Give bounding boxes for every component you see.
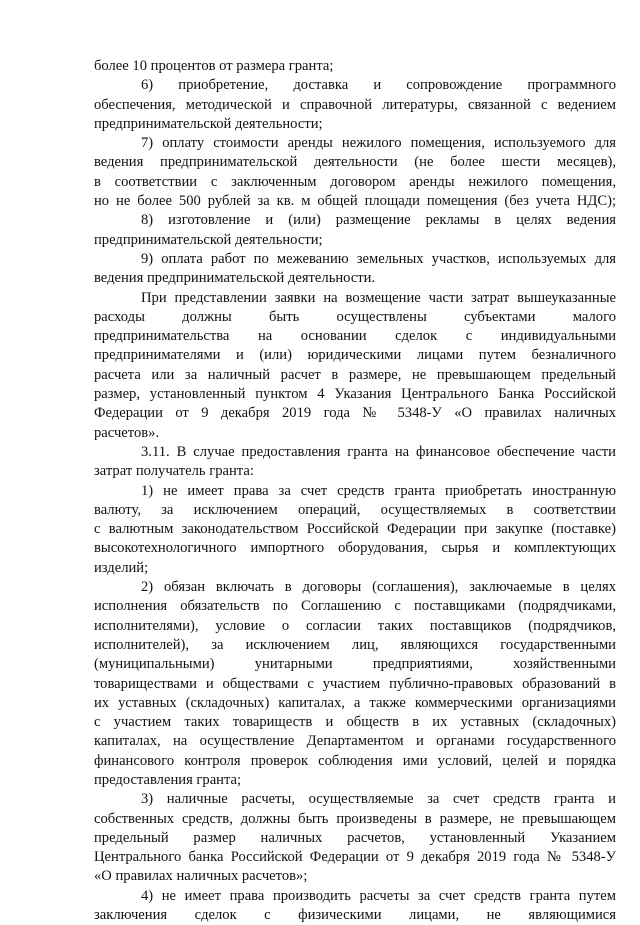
text-line: расчетов». bbox=[94, 424, 160, 441]
text-line: 3) наличные расчеты, осуществляемые за счет средств гранта и bbox=[141, 791, 616, 808]
text-line: товариществами и обществами с участием публично-правовых образований в bbox=[94, 675, 616, 692]
text-line: собственных средств, должны быть произведены в размере, не превышающем bbox=[94, 810, 616, 827]
text-line: предоставления гранта; bbox=[94, 771, 242, 788]
text-line: финансового контроля проверок соблюдения ими условий, целей и порядка bbox=[94, 752, 616, 769]
text-line: предпринимательской деятельности; bbox=[94, 115, 323, 132]
text-line: 9) оплата работ по межеванию земельных участков, используемых для bbox=[141, 250, 616, 267]
text-line: предельный размер наличных расчетов, установленный Указанием bbox=[94, 829, 616, 846]
text-line: При представлении заявки на возмещение части затрат вышеуказанные bbox=[141, 289, 616, 306]
text-line: более 10 процентов от размера гранта; bbox=[94, 58, 334, 74]
text-line: но не более 500 рублей за кв. м общей площади помещения (без учета НДС); bbox=[94, 193, 616, 210]
text-line: исполнителями), условие о согласии таких поставщиков (подрядчиков, bbox=[94, 617, 616, 634]
text-line: (муниципальными) унитарными предприятиями, хозяйственными bbox=[94, 656, 616, 673]
text-line: размер, установленный пунктом 4 Указания Центрального Банка Российской bbox=[94, 386, 616, 403]
text-line: расходы должны быть осуществлены субъектами малого bbox=[94, 308, 616, 325]
text-line: изделий; bbox=[94, 559, 149, 576]
text-line: Центрального банка Российской Федерации от 9 декабря 2019 года № 5348-У bbox=[94, 849, 616, 866]
text-line: исполнения обязательств по Соглашению с поставщиками (подрядчиками, bbox=[94, 598, 616, 615]
text-line: 4) не имеет права производить расчеты за счет средств гранта путем bbox=[141, 887, 616, 904]
text-line: 3.11. В случае предоставления гранта на финансовое обеспечение части bbox=[141, 443, 616, 460]
text-line: валюту, за исключением операций, осуществляемых в соответствии bbox=[94, 501, 616, 518]
text-line: обеспечения, методической и справочной литературы, связанной с ведением bbox=[94, 96, 616, 113]
text-line: Федерации от 9 декабря 2019 года № 5348-У «О правилах наличных bbox=[94, 405, 616, 422]
text-line: капиталах, на осуществление Департаментом и органами государственного bbox=[94, 733, 616, 750]
text-line: «О правилах наличных расчетов»; bbox=[94, 868, 308, 885]
text-line: затрат получатель гранта: bbox=[94, 463, 254, 480]
text-line: предпринимательской деятельности; bbox=[94, 231, 323, 248]
text-line: расчета или за наличный расчет в размере, не превышающем предельный bbox=[94, 366, 616, 383]
text-line: предпринимателями и (или) юридическими лицами путем безналичного bbox=[94, 347, 616, 364]
text-line: 2) обязан включать в договоры (соглашения), заключаемые в целях bbox=[141, 579, 616, 596]
text-line: в соответствии с заключенным договором аренды нежилого помещения, bbox=[94, 173, 616, 190]
text-line: их уставных (складочных) капиталах, а также коммерческими организациями bbox=[94, 694, 616, 711]
text-line: ведения предпринимательской деятельности. bbox=[94, 270, 376, 287]
text-line: с участием таких товариществ и обществ в их уставных (складочных) bbox=[94, 714, 616, 731]
text-line: с валютным законодательством Российской Федерации при закупке (поставке) bbox=[94, 521, 616, 538]
text-line: 8) изготовление и (или) размещение рекламы в целях ведения bbox=[141, 212, 616, 229]
text-line: высокотехнологичного импортного оборудования, сырья и комплектующих bbox=[94, 540, 616, 557]
text-line: 7) оплату стоимости аренды нежилого помещения, используемого для bbox=[141, 135, 616, 152]
text-line: заключения сделок с физическими лицами, не являющимися bbox=[94, 907, 616, 924]
text-line: предпринимательства на основании сделок с индивидуальными bbox=[94, 328, 616, 345]
text-line: 1) не имеет права за счет средств гранта приобретать иностранную bbox=[141, 482, 616, 499]
text-line: 6) приобретение, доставка и сопровождение программного bbox=[141, 77, 616, 94]
text-line: ведения предпринимательской деятельности (не более шести месяцев), bbox=[94, 154, 616, 171]
text-line: исполнителей), за исключением лиц, являющихся государственными bbox=[94, 636, 616, 653]
